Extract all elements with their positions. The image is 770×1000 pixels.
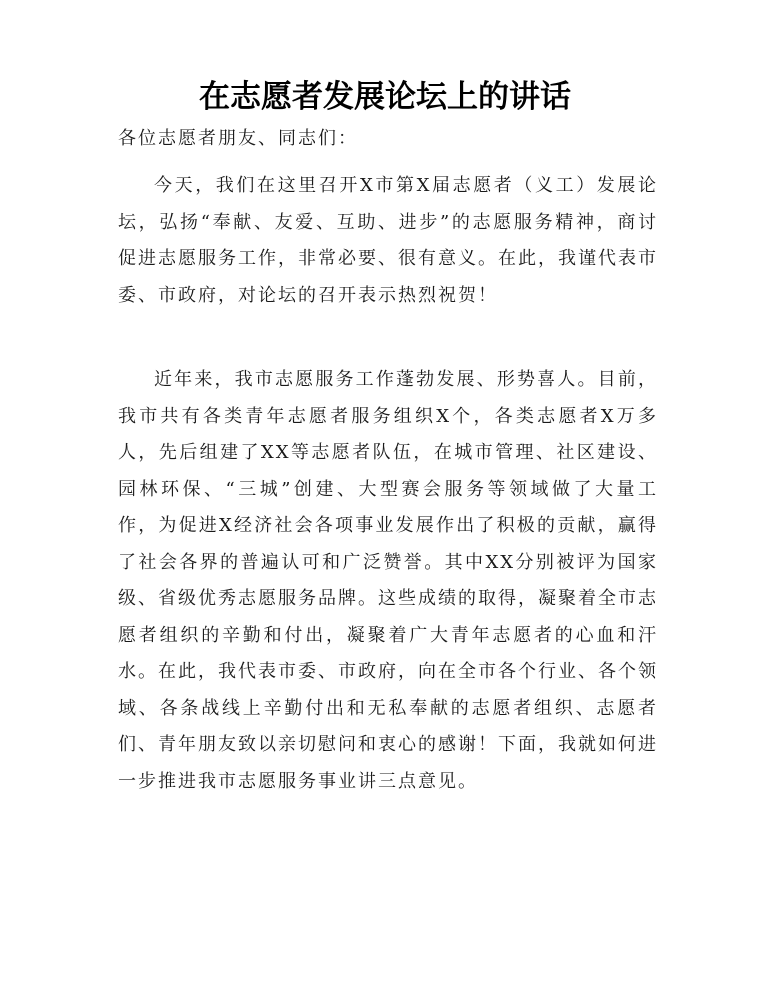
paragraph-achievements: 近年来，我市志愿服务工作蓬勃发展、形势喜人。目前，我市共有各类青年志愿者服务组织X个，各类志愿者X万多人，先后组建了XX等志愿者队伍，在城市管理、社区建设、园林环保、“三城”创建、大型赛会服务等领域做了大量工作，为促进X经济社会各项事业发展作出了积极的贡献，赢得了社会各界的普遍认可和广泛赞誉。其中XX分别被评为国家级、省级优秀志愿服务品牌。这些成绩的取得，凝聚着全市志愿者组织的辛勤和付出，凝聚着广大青年志愿者的心血和汗水。在此，我代表市委、市政府，向在全市各个行业、各个领域、各条战线上辛勤付出和无私奉献的志愿者组织、志愿者们、青年朋友致以亲切慰问和衷心的感谢！下面，我就如何进一步推进我市志愿服务事业讲三点意见。: [118, 369, 658, 792]
paragraph-opening: 今天，我们在这里召开X市第X届志愿者（义工）发展论坛，弘扬“奉献、友爱、互助、进步”的志愿服务精神，商讨促进志愿服务工作，非常必要、很有意义。在此，我谨代表市委、市政府，对论坛的召开表示热烈祝贺！: [118, 175, 658, 306]
greeting: 各位志愿者朋友、同志们：: [118, 128, 358, 149]
page-title: 在志愿者发展论坛上的讲话: [199, 79, 571, 115]
